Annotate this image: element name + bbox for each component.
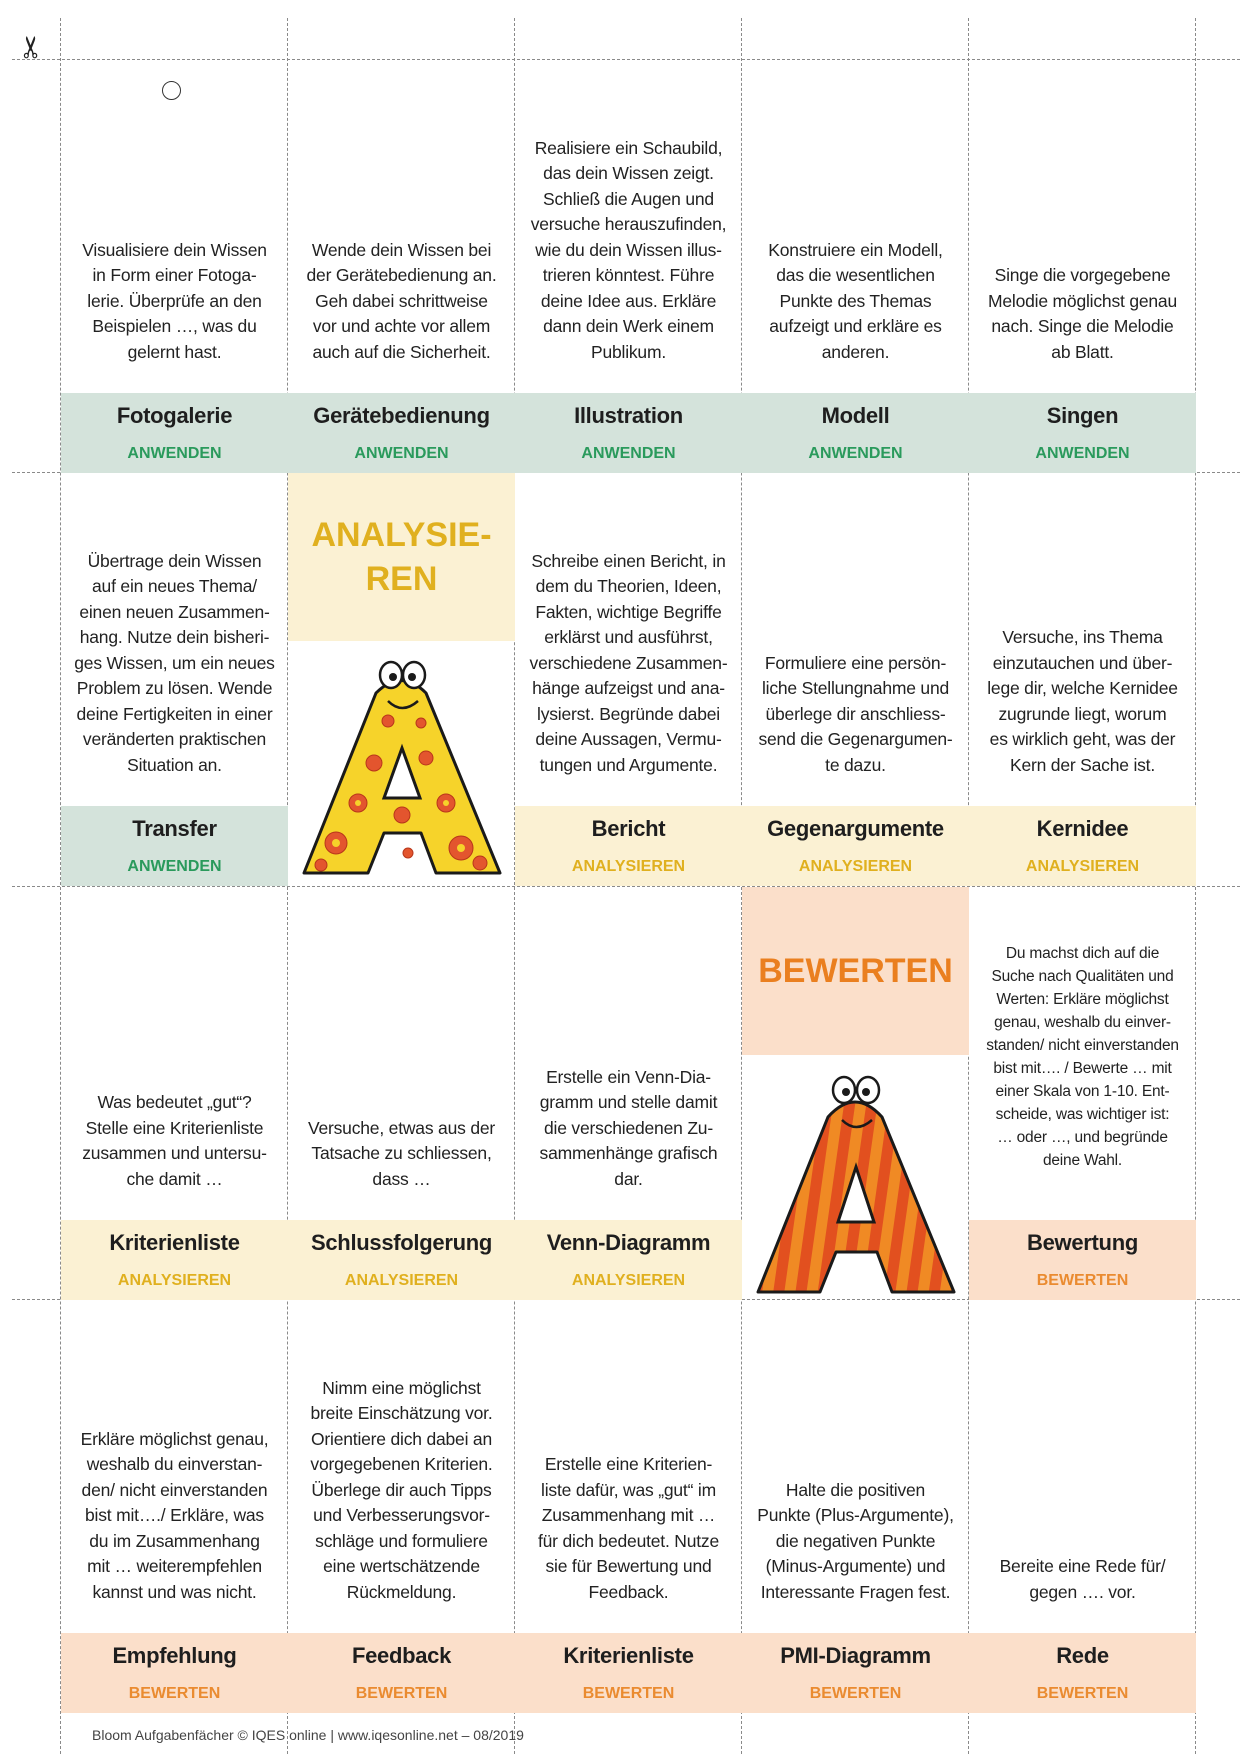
task-card	[515, 473, 742, 886]
task-card	[288, 887, 515, 1300]
task-card	[742, 473, 969, 886]
task-card	[742, 60, 969, 473]
card-label-band	[515, 806, 742, 886]
card-level: BEWERTEN	[355, 1685, 448, 1702]
card-description: Schreibe einen Bericht, in dem du Theorien, Ideen, Fakten, wichtige Begriffe erklärst und ausführst, verschiedene Zusammen- hänge aufzeigst und ana- lysierst. Begründe dabei deine Aussagen, Vermu- tungen und Argumente.	[529, 550, 728, 775]
card-title: Bewertung	[1027, 1230, 1138, 1255]
card-title: Venn-Diagramm	[546, 1230, 711, 1255]
card-label-band	[742, 393, 969, 473]
card-level: BEWERTEN	[582, 1685, 675, 1702]
task-card	[515, 60, 742, 473]
card-title: Gerätebedienung	[313, 403, 490, 428]
card-description: Bereite eine Rede für/ gegen …. vor.	[999, 1556, 1166, 1602]
card-description: Versuche, etwas aus der Tatsache zu schliessen, dass …	[307, 1117, 496, 1189]
task-card	[61, 473, 288, 886]
card-level: ANWENDEN	[354, 445, 449, 462]
letter-a-mascot-orange	[750, 1057, 961, 1295]
card-title: Transfer	[132, 816, 217, 841]
task-card	[288, 60, 515, 473]
card-label-band	[61, 393, 288, 473]
card-description: Singe die vorgegebene Melodie möglichst genau nach. Singe die Melodie ab Blatt.	[988, 265, 1177, 362]
card-title: Singen	[1046, 403, 1119, 428]
task-card	[61, 887, 288, 1300]
card-description: Halte die positiven Punkte (Plus-Argumente), die negativen Punkte (Minus-Argumente) und Interessante Fragen fest.	[757, 1479, 954, 1602]
card-title: Kriterienliste	[109, 1230, 240, 1255]
card-level: ANWENDEN	[127, 445, 222, 462]
card-label-band	[61, 1633, 288, 1713]
card-level: BEWERTEN	[1036, 1685, 1129, 1702]
card-description: Nimm eine möglichst breite Einschätzung vor. Orientiere dich dabei an vorgegebenen Kriterien. Überlege dir auch Tipps und Verbesserungsvor- schläge und formuliere eine wertschätzende Rückmeldung.	[310, 1377, 493, 1602]
card-title: Modell	[821, 403, 890, 428]
card-level: ANWENDEN	[808, 445, 903, 462]
card-title: PMI-Diagramm	[780, 1643, 931, 1668]
card-label-band	[515, 393, 742, 473]
task-card	[61, 60, 288, 473]
card-level: ANWENDEN	[581, 445, 676, 462]
card-label-band	[288, 1220, 515, 1300]
card-level: BEWERTEN	[809, 1685, 902, 1702]
card-label-band	[969, 393, 1196, 473]
card-title: Empfehlung	[112, 1643, 237, 1668]
card-title: Kernidee	[1036, 816, 1129, 841]
card-label-band	[61, 806, 288, 886]
card-description: Du machst dich auf die Suche nach Qualitäten und Werten: Erkläre möglichst genau, weshalb du einver- standen/ nicht einverstanden bist mit…. / Bewerte … mit einer Skala von 1-10. Ent- scheide, was wichtiger ist: … oder …, und begründe deine Wahl.	[986, 945, 1179, 1169]
footer-credit: Bloom Aufgabenfächer © IQES online | www.iqesonline.net – 08/2019	[92, 1727, 524, 1743]
card-title: Illustration	[574, 403, 683, 428]
card-title: Rede	[1056, 1643, 1109, 1668]
task-card	[969, 1300, 1196, 1713]
card-label-band	[742, 1633, 969, 1713]
task-card	[969, 473, 1196, 886]
category-title	[742, 887, 969, 1055]
card-label-band	[742, 806, 969, 886]
card-label-band	[969, 806, 1196, 886]
card-title: Fotogalerie	[116, 403, 233, 428]
card-description: Konstruiere ein Modell, das die wesentlichen Punkte des Themas aufzeigt und erkläre es anderen.	[768, 239, 943, 362]
card-title: Bericht	[591, 816, 666, 841]
card-label-band	[969, 1220, 1196, 1300]
card-level: BEWERTEN	[128, 1685, 221, 1702]
task-card	[969, 60, 1196, 473]
card-description: Übertrage dein Wissen auf ein neues Thema/ einen neuen Zusammen- hang. Nutze dein bisheri- ges Wissen, um ein neues Problem zu lösen. Wende deine Fertigkeiten in einer veränderten praktischen Situation an.	[74, 550, 275, 775]
task-card	[742, 1300, 969, 1713]
card-label-band	[288, 393, 515, 473]
card-description: Erstelle eine Kriterien- liste dafür, was „gut“ im Zusammenhang mit … für dich bedeutet. Nutze sie für Bewertung und Feedback.	[537, 1454, 719, 1602]
card-title: Kriterienliste	[563, 1643, 694, 1668]
card-description: Erstelle ein Venn-Dia- gramm und stelle damit die verschiedenen Zu- sammenhänge grafisch dar.	[539, 1066, 718, 1189]
category-card-bewerten	[742, 887, 969, 1300]
card-label-band	[61, 1220, 288, 1300]
card-description: Wende dein Wissen bei der Gerätebedienung an. Geh dabei schrittweise vor und achte vor allem auch auf die Sicherheit.	[306, 239, 497, 362]
task-card	[61, 1300, 288, 1713]
card-level: ANALYSIEREN	[344, 1272, 459, 1289]
card-description: Realisiere ein Schaubild, das dein Wissen zeigt. Schließ die Augen und versuche herauszufinden, wie du dein Wissen illus- trieren könntest. Führe deine Idee aus. Erkläre dann dein Werk einem Publikum.	[530, 137, 727, 362]
scissors-icon: ✂	[15, 34, 49, 60]
category-title	[288, 473, 515, 641]
card-description: Versuche, ins Thema einzutauchen und über- lege dir, welche Kernidee zugrunde liegt, worum es wirklich geht, was der Kern der Sache ist.	[987, 627, 1178, 775]
task-card	[288, 1300, 515, 1713]
category-title-text: ANALYSIE- REN	[311, 516, 492, 598]
card-level: ANALYSIEREN	[1025, 858, 1140, 875]
card-title: Feedback	[351, 1643, 452, 1668]
card-description: Visualisiere dein Wissen in Form einer Fotoga- lerie. Überprüfe an den Beispielen …, was du gelernt hast.	[82, 239, 267, 362]
category-card-analysieren	[288, 473, 515, 886]
card-label-band	[288, 1633, 515, 1713]
category-title-text: BEWERTEN	[758, 952, 953, 990]
card-label-band	[969, 1633, 1196, 1713]
card-description: Formuliere eine persön- liche Stellungnahme und überlege dir anschliess- send die Gegenargumen- te dazu.	[758, 652, 953, 775]
card-label-band	[515, 1220, 742, 1300]
task-card	[515, 887, 742, 1300]
card-level: ANWENDEN	[127, 858, 222, 875]
card-title: Gegenargumente	[767, 816, 944, 841]
card-description: Was bedeutet „gut“? Stelle eine Kriterienliste zusammen und untersu- che damit …	[82, 1092, 267, 1189]
card-level: BEWERTEN	[1036, 1272, 1129, 1289]
card-level: ANALYSIEREN	[571, 858, 686, 875]
letter-a-mascot-yellow	[296, 653, 507, 881]
task-card	[515, 1300, 742, 1713]
card-description: Erkläre möglichst genau, weshalb du einverstan- den/ nicht einverstanden bist mit…./ Erkläre, was du im Zusammenhang mit … weiterempfehlen kannst und was nicht.	[80, 1428, 269, 1602]
card-title: Schlussfolgerung	[311, 1230, 492, 1255]
task-card	[969, 887, 1196, 1300]
card-level: ANWENDEN	[1035, 445, 1130, 462]
card-label-band	[515, 1633, 742, 1713]
card-level: ANALYSIEREN	[117, 1272, 232, 1289]
card-level: ANALYSIEREN	[571, 1272, 686, 1289]
card-level: ANALYSIEREN	[798, 858, 913, 875]
